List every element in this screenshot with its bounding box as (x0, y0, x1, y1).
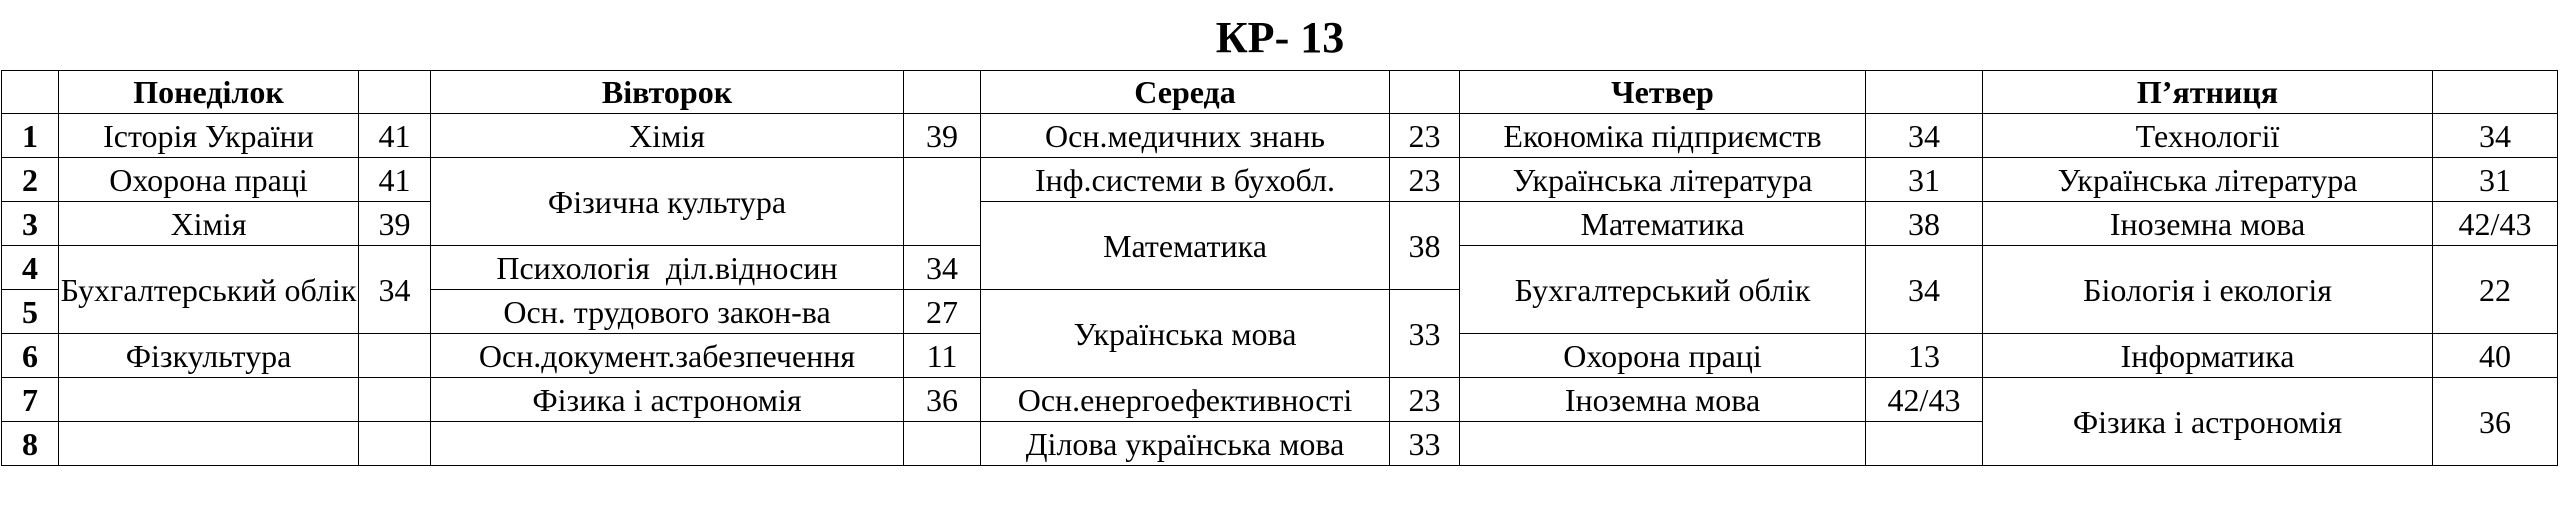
subject-cell: Фізика і астрономія (1983, 378, 2433, 466)
room-cell: 31 (1866, 158, 1983, 202)
room-cell: 36 (904, 378, 981, 422)
room-cell: 23 (1390, 158, 1460, 202)
day-header-wednesday: Середа (981, 71, 1390, 114)
room-cell (359, 334, 431, 378)
lesson-number: 4 (2, 246, 59, 290)
subject-cell (59, 378, 359, 422)
room-cell: 11 (904, 334, 981, 378)
subject-cell: Психологія діл.відносин (431, 246, 904, 290)
room-cell: 34 (904, 246, 981, 290)
subject-cell: Осн.документ.забезпечення (431, 334, 904, 378)
room-cell: 40 (2433, 334, 2558, 378)
lesson-number: 3 (2, 202, 59, 246)
room-header-cell (1866, 71, 1983, 114)
lesson-number: 8 (2, 422, 59, 466)
subject-cell: Економіка підприємств (1460, 114, 1866, 158)
lesson-number: 2 (2, 158, 59, 202)
room-header-cell (904, 71, 981, 114)
subject-cell: Охорона праці (1460, 334, 1866, 378)
table-row (2, 114, 2558, 158)
table-row (2, 378, 2558, 422)
room-cell (1866, 422, 1983, 466)
subject-cell: Іноземна мова (1983, 202, 2433, 246)
room-header-cell (2433, 71, 2558, 114)
room-cell: 42/43 (1866, 378, 1983, 422)
room-cell: 39 (904, 114, 981, 158)
room-cell: 36 (2433, 378, 2558, 466)
room-cell: 41 (359, 158, 431, 202)
day-header-monday: Понеділок (59, 71, 359, 114)
room-cell: 38 (1866, 202, 1983, 246)
subject-cell: Технології (1983, 114, 2433, 158)
subject-cell: Осн. трудового закон-ва (431, 290, 904, 334)
subject-cell: Математика (1460, 202, 1866, 246)
subject-cell: Українська література (1983, 158, 2433, 202)
subject-cell: Історія України (59, 114, 359, 158)
subject-cell: Фізкультура (59, 334, 359, 378)
subject-cell: Бухгалтерський облік (59, 246, 359, 334)
room-cell: 34 (1866, 246, 1983, 334)
subject-cell: Біологія і екологія (1983, 246, 2433, 334)
room-cell: 33 (1390, 422, 1460, 466)
subject-cell: Ділова українська мова (981, 422, 1390, 466)
room-cell: 38 (1390, 202, 1460, 290)
room-cell: 23 (1390, 378, 1460, 422)
room-cell: 23 (1390, 114, 1460, 158)
room-cell: 42/43 (2433, 202, 2558, 246)
room-cell: 34 (2433, 114, 2558, 158)
table-row (2, 158, 2558, 202)
subject-cell: Інформатика (1983, 334, 2433, 378)
room-cell: 34 (359, 246, 431, 334)
subject-cell: Українська література (1460, 158, 1866, 202)
subject-cell: Бухгалтерський облік (1460, 246, 1866, 334)
subject-cell: Осн.медичних знань (981, 114, 1390, 158)
page-title: КР- 13 (1215, 13, 1345, 62)
table-row (2, 202, 2558, 246)
room-cell: 34 (1866, 114, 1983, 158)
corner-cell (2, 71, 59, 114)
subject-cell: Фізична культура (431, 158, 904, 246)
day-header-friday: П’ятниця (1983, 71, 2433, 114)
subject-cell: Іноземна мова (1460, 378, 1866, 422)
lesson-number: 6 (2, 334, 59, 378)
subject-cell: Охорона праці (59, 158, 359, 202)
room-cell (359, 422, 431, 466)
subject-cell: Хімія (431, 114, 904, 158)
room-cell: 39 (359, 202, 431, 246)
lesson-number: 1 (2, 114, 59, 158)
subject-cell (431, 422, 904, 466)
room-cell (359, 378, 431, 422)
subject-cell: Інф.системи в бухобл. (981, 158, 1390, 202)
room-cell (904, 422, 981, 466)
day-header-thursday: Четвер (1460, 71, 1866, 114)
room-cell: 13 (1866, 334, 1983, 378)
room-header-cell (1390, 71, 1460, 114)
subject-cell: Українська мова (981, 290, 1390, 378)
schedule-table (1, 70, 2558, 466)
subject-cell: Фізика і астрономія (431, 378, 904, 422)
lesson-number: 7 (2, 378, 59, 422)
day-header-tuesday: Вівторок (431, 71, 904, 114)
lesson-number: 5 (2, 290, 59, 334)
room-cell: 31 (2433, 158, 2558, 202)
header-row (2, 71, 2558, 114)
room-header-cell (359, 71, 431, 114)
subject-cell: Хімія (59, 202, 359, 246)
room-cell: 22 (2433, 246, 2558, 334)
room-cell: 41 (359, 114, 431, 158)
subject-cell (59, 422, 359, 466)
room-cell: 33 (1390, 290, 1460, 378)
room-cell (904, 158, 981, 246)
subject-cell (1460, 422, 1866, 466)
room-cell: 27 (904, 290, 981, 334)
subject-cell: Осн.енергоефективності (981, 378, 1390, 422)
subject-cell: Математика (981, 202, 1390, 290)
